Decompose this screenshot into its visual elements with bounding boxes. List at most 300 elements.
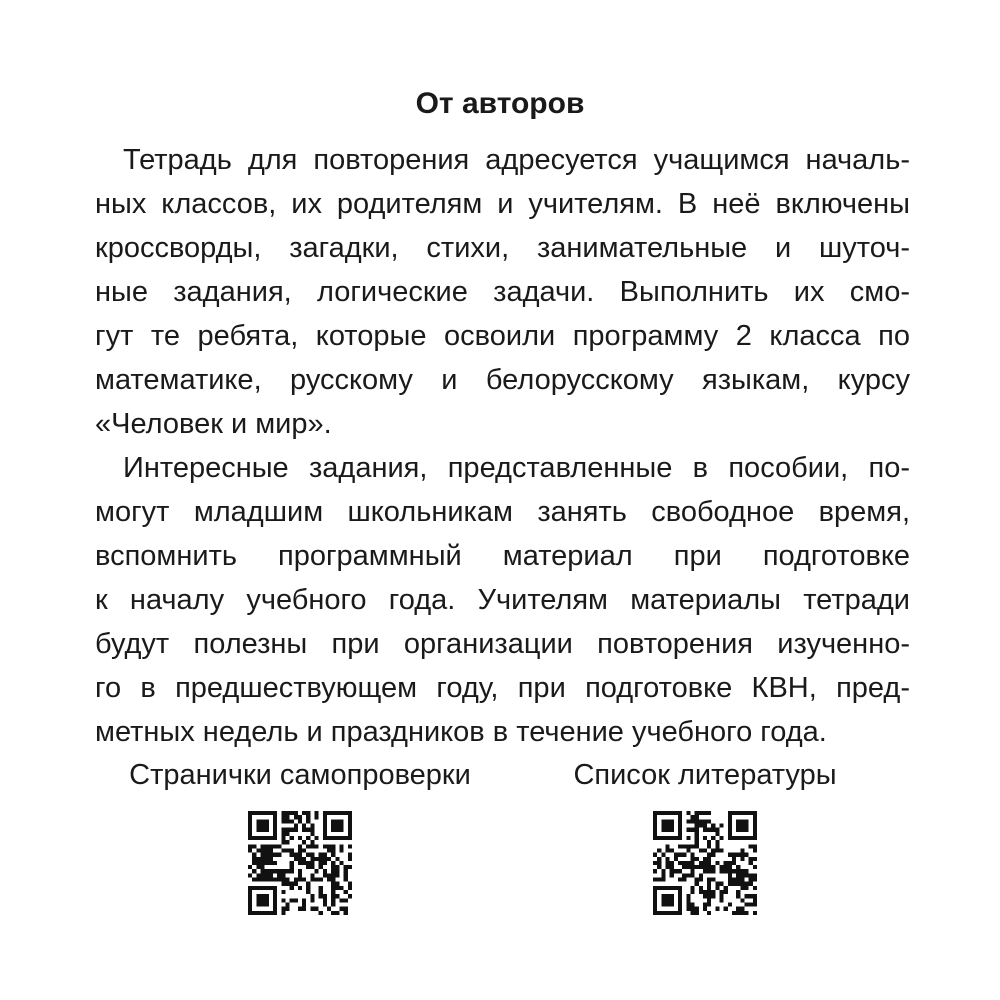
qr-module	[665, 819, 669, 823]
qr-module	[256, 865, 260, 869]
qr-module	[315, 857, 319, 861]
qr-module	[323, 844, 327, 848]
qr-module	[678, 911, 682, 915]
qr-module	[678, 815, 682, 819]
qr-module	[294, 857, 298, 861]
qr-module	[665, 861, 669, 865]
qr-module	[302, 878, 306, 882]
qr-module	[269, 853, 273, 857]
qr-module	[335, 882, 339, 886]
qr-module	[252, 857, 256, 861]
qr-module	[260, 911, 264, 915]
qr-module	[327, 844, 331, 848]
qr-module	[260, 811, 264, 815]
qr-module	[653, 853, 657, 857]
qr-module	[294, 878, 298, 882]
qr-module	[665, 828, 669, 832]
qr-module	[686, 811, 690, 815]
qr-module	[732, 836, 736, 840]
qr-module	[319, 853, 323, 857]
qr-module	[707, 869, 711, 873]
qr-module	[260, 828, 264, 832]
qr-module	[344, 878, 348, 882]
qr-module	[306, 819, 310, 823]
qr-module	[306, 828, 310, 832]
qr-module	[686, 865, 690, 869]
qr-module	[670, 903, 674, 907]
qr-module	[269, 878, 273, 882]
qr-module	[315, 836, 319, 840]
qr-module	[715, 907, 719, 911]
qr-module	[728, 811, 732, 815]
qr-module	[348, 844, 352, 848]
qr-module	[657, 878, 661, 882]
qr-module	[736, 823, 740, 827]
qr-module	[298, 886, 302, 890]
qr-module	[298, 857, 302, 861]
qr-module	[753, 828, 757, 832]
qr-module	[310, 907, 314, 911]
qr-module	[348, 832, 352, 836]
qr-module	[657, 865, 661, 869]
qr-module	[670, 861, 674, 865]
qr-module	[740, 857, 744, 861]
qr-module	[686, 894, 690, 898]
qr-module	[670, 848, 674, 852]
qr-module	[707, 878, 711, 882]
qr-module	[707, 819, 711, 823]
qr-module	[661, 886, 665, 890]
qr-module	[340, 907, 344, 911]
qr-code-icon[interactable]	[653, 811, 757, 915]
qr-module	[256, 894, 260, 898]
qr-module	[290, 853, 294, 857]
qr-module	[753, 878, 757, 882]
qr-module	[749, 844, 753, 848]
qr-module	[707, 903, 711, 907]
qr-module	[256, 823, 260, 827]
qr-module	[331, 898, 335, 902]
qr-module	[273, 853, 277, 857]
qr-module	[331, 886, 335, 890]
qr-module	[315, 811, 319, 815]
qr-module	[344, 911, 348, 915]
qr-module	[277, 853, 281, 857]
qr-module	[665, 898, 669, 902]
qr-module	[331, 844, 335, 848]
qr-module	[294, 811, 298, 815]
qr-module	[327, 857, 331, 861]
qr-module	[749, 882, 753, 886]
qr-module	[331, 819, 335, 823]
qr-module	[711, 869, 715, 873]
qr-module	[732, 882, 736, 886]
qr-module	[745, 853, 749, 857]
qr-module	[331, 836, 335, 840]
qr-module	[674, 886, 678, 890]
qr-module	[273, 878, 277, 882]
qr-block-self-check	[95, 755, 505, 915]
qr-module	[290, 886, 294, 890]
qr-module	[285, 869, 289, 873]
qr-module	[248, 907, 252, 911]
qr-module	[319, 890, 323, 894]
qr-module	[690, 857, 694, 861]
qr-module	[720, 894, 724, 898]
qr-module	[273, 836, 277, 840]
qr-module	[678, 811, 682, 815]
qr-module	[281, 815, 285, 819]
qr-module	[674, 911, 678, 915]
qr-module	[260, 819, 264, 823]
text-line: Тетрадь для повторения адресуется учащимся началь-	[123, 144, 910, 176]
qr-module	[711, 865, 715, 869]
qr-module	[728, 819, 732, 823]
qr-module	[665, 857, 669, 861]
qr-module	[703, 903, 707, 907]
qr-module	[335, 865, 339, 869]
qr-module	[670, 865, 674, 869]
qr-module	[678, 836, 682, 840]
qr-module	[653, 886, 657, 890]
qr-module	[749, 873, 753, 877]
qr-module	[273, 844, 277, 848]
qr-module	[703, 865, 707, 869]
qr-module	[720, 823, 724, 827]
qr-module	[335, 823, 339, 827]
qr-module	[285, 828, 289, 832]
qr-module	[265, 823, 269, 827]
qr-module	[302, 861, 306, 865]
qr-module	[340, 898, 344, 902]
qr-module	[740, 907, 744, 911]
qr-module	[670, 811, 674, 815]
qr-module	[653, 836, 657, 840]
qr-module	[728, 832, 732, 836]
qr-module	[749, 894, 753, 898]
qr-module	[707, 844, 711, 848]
qr-module	[348, 823, 352, 827]
qr-module	[653, 819, 657, 823]
qr-module	[690, 890, 694, 894]
qr-module	[657, 848, 661, 852]
qr-module	[749, 861, 753, 865]
qr-module	[711, 878, 715, 882]
qr-module	[348, 853, 352, 857]
qr-module	[340, 819, 344, 823]
qr-module	[260, 853, 264, 857]
qr-module	[686, 903, 690, 907]
qr-module	[331, 882, 335, 886]
qr-module	[265, 911, 269, 915]
qr-module	[670, 894, 674, 898]
qr-module	[707, 911, 711, 915]
qr-module	[661, 873, 665, 877]
qr-module	[323, 861, 327, 865]
qr-module	[682, 861, 686, 865]
qr-module	[298, 873, 302, 877]
qr-module	[749, 811, 753, 815]
qr-module	[327, 878, 331, 882]
qr-module	[335, 828, 339, 832]
qr-module	[736, 853, 740, 857]
qr-module	[273, 911, 277, 915]
qr-module	[290, 819, 294, 823]
qr-module	[695, 840, 699, 844]
qr-module	[331, 890, 335, 894]
qr-module	[740, 869, 744, 873]
qr-module	[715, 882, 719, 886]
qr-module	[736, 907, 740, 911]
qr-module	[265, 853, 269, 857]
qr-module	[269, 836, 273, 840]
qr-module	[277, 869, 281, 873]
qr-code-icon[interactable]	[248, 811, 352, 915]
qr-module	[690, 911, 694, 915]
qr-module	[736, 836, 740, 840]
qr-caption-references: Список литературы	[573, 759, 837, 791]
qr-module	[252, 861, 256, 865]
qr-module	[348, 836, 352, 840]
qr-module	[745, 903, 749, 907]
qr-module	[310, 828, 314, 832]
qr-module	[269, 844, 273, 848]
qr-module	[310, 894, 314, 898]
qr-module	[703, 890, 707, 894]
qr-module	[736, 828, 740, 832]
qr-module	[252, 853, 256, 857]
qr-module	[335, 886, 339, 890]
qr-module	[707, 828, 711, 832]
qr-module	[327, 836, 331, 840]
qr-module	[281, 882, 285, 886]
qr-module	[273, 898, 277, 902]
qr-module	[265, 873, 269, 877]
qr-module	[252, 886, 256, 890]
qr-module	[703, 907, 707, 911]
qr-module	[678, 903, 682, 907]
qr-module	[319, 894, 323, 898]
qr-module	[724, 865, 728, 869]
qr-module	[315, 869, 319, 873]
text-line: ных классов, их родителям и учителям. В неё включены	[95, 188, 910, 220]
qr-module	[661, 878, 665, 882]
qr-module	[728, 873, 732, 877]
qr-module	[310, 832, 314, 836]
qr-module	[711, 823, 715, 827]
qr-module	[690, 828, 694, 832]
qr-module	[745, 823, 749, 827]
qr-module	[715, 828, 719, 832]
qr-module	[281, 898, 285, 902]
qr-module	[256, 911, 260, 915]
qr-module	[273, 832, 277, 836]
qr-module	[315, 907, 319, 911]
qr-module	[740, 823, 744, 827]
qr-module	[248, 903, 252, 907]
qr-module	[740, 882, 744, 886]
qr-module	[653, 903, 657, 907]
qr-module	[686, 898, 690, 902]
qr-module	[653, 861, 657, 865]
qr-module	[273, 903, 277, 907]
qr-module	[695, 857, 699, 861]
qr-module	[265, 836, 269, 840]
qr-module	[720, 898, 724, 902]
qr-module	[302, 828, 306, 832]
qr-module	[273, 869, 277, 873]
qr-module	[653, 828, 657, 832]
qr-module	[277, 878, 281, 882]
qr-module	[260, 848, 264, 852]
qr-module	[678, 828, 682, 832]
qr-module	[302, 857, 306, 861]
qr-module	[732, 869, 736, 873]
qr-module	[319, 861, 323, 865]
qr-module	[745, 836, 749, 840]
qr-module	[248, 873, 252, 877]
qr-module	[753, 894, 757, 898]
qr-module	[335, 819, 339, 823]
text-line: будут полезны при организации повторения изученно-	[95, 628, 910, 660]
qr-module	[661, 903, 665, 907]
qr-module	[294, 882, 298, 886]
qr-module	[711, 890, 715, 894]
qr-module	[678, 844, 682, 848]
qr-module	[344, 865, 348, 869]
qr-module	[285, 848, 289, 852]
qr-module	[753, 873, 757, 877]
qr-module	[310, 853, 314, 857]
qr-module	[695, 815, 699, 819]
qr-module	[674, 853, 678, 857]
qr-module	[248, 865, 252, 869]
text-line: гут те ребята, которые освоили программу 2 класса по	[95, 320, 910, 352]
qr-module	[260, 836, 264, 840]
qr-module	[740, 878, 744, 882]
qr-module	[281, 907, 285, 911]
qr-module	[306, 865, 310, 869]
qr-module	[670, 911, 674, 915]
qr-module	[740, 886, 744, 890]
qr-module	[699, 873, 703, 877]
qr-module	[265, 861, 269, 865]
qr-module	[323, 869, 327, 873]
qr-module	[707, 886, 711, 890]
qr-module	[319, 878, 323, 882]
qr-module	[315, 844, 319, 848]
qr-module	[340, 823, 344, 827]
qr-module	[265, 819, 269, 823]
qr-module	[753, 819, 757, 823]
qr-module	[265, 878, 269, 882]
qr-module	[678, 878, 682, 882]
qr-module	[331, 828, 335, 832]
qr-module	[290, 848, 294, 852]
qr-module	[248, 911, 252, 915]
qr-module	[736, 878, 740, 882]
qr-module	[720, 869, 724, 873]
qr-module	[682, 853, 686, 857]
qr-module	[252, 844, 256, 848]
qr-module	[273, 907, 277, 911]
qr-module	[707, 898, 711, 902]
qr-module	[674, 857, 678, 861]
qr-module	[256, 878, 260, 882]
qr-module	[690, 815, 694, 819]
qr-module	[740, 873, 744, 877]
qr-module	[344, 836, 348, 840]
qr-module	[323, 832, 327, 836]
qr-module	[248, 836, 252, 840]
qr-module	[319, 911, 323, 915]
qr-module	[348, 886, 352, 890]
qr-module	[661, 823, 665, 827]
qr-module	[686, 907, 690, 911]
qr-module	[306, 853, 310, 857]
qr-module	[285, 811, 289, 815]
qr-module	[665, 886, 669, 890]
qr-module	[248, 844, 252, 848]
qr-module	[703, 836, 707, 840]
qr-module	[749, 878, 753, 882]
qr-module	[285, 903, 289, 907]
qr-module	[699, 819, 703, 823]
qr-module	[695, 832, 699, 836]
qr-module	[265, 828, 269, 832]
qr-module	[315, 815, 319, 819]
qr-module	[682, 873, 686, 877]
qr-module	[335, 811, 339, 815]
qr-module	[260, 903, 264, 907]
qr-module	[290, 861, 294, 865]
qr-module	[686, 844, 690, 848]
qr-module	[753, 844, 757, 848]
qr-module	[699, 878, 703, 882]
qr-module	[260, 857, 264, 861]
qr-module	[260, 886, 264, 890]
qr-module	[699, 861, 703, 865]
qr-module	[344, 873, 348, 877]
qr-module	[736, 890, 740, 894]
text-line: го в предшествующем году, при подготовке КВН, пред-	[95, 672, 910, 704]
qr-module	[290, 828, 294, 832]
qr-module	[699, 811, 703, 815]
qr-module	[753, 903, 757, 907]
qr-module	[728, 903, 732, 907]
qr-module	[690, 844, 694, 848]
qr-module	[715, 886, 719, 890]
qr-module	[331, 811, 335, 815]
qr-module	[310, 861, 314, 865]
qr-module	[302, 903, 306, 907]
qr-module	[265, 903, 269, 907]
qr-module	[340, 861, 344, 865]
qr-module	[302, 848, 306, 852]
qr-module	[695, 882, 699, 886]
qr-module	[736, 894, 740, 898]
qr-module	[715, 861, 719, 865]
qr-module	[707, 865, 711, 869]
qr-module	[753, 823, 757, 827]
qr-module	[657, 861, 661, 865]
qr-module	[348, 828, 352, 832]
qr-module	[344, 907, 348, 911]
qr-module	[252, 811, 256, 815]
qr-module	[665, 836, 669, 840]
qr-module	[720, 865, 724, 869]
qr-module	[265, 811, 269, 815]
